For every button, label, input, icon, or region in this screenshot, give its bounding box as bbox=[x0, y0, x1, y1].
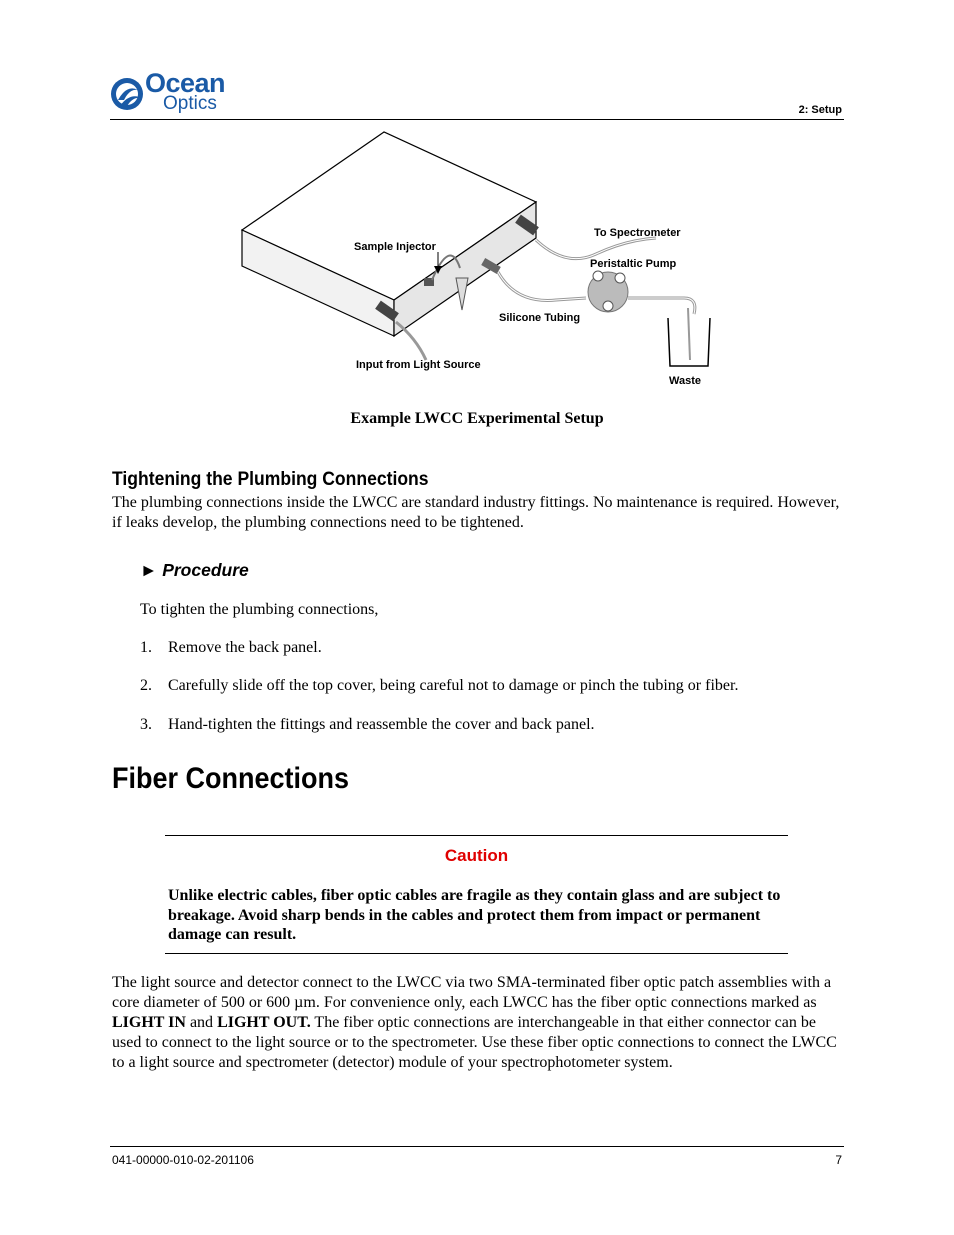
light-in-label: LIGHT IN bbox=[112, 1014, 186, 1031]
caution-bottom-rule bbox=[165, 953, 788, 954]
caution-text: Unlike electric cables, fiber optic cables are fragile as they contain glass and are subject to breakage. Avoid sharp bends in the cables and protect them from impact or permanent damage can result. bbox=[168, 887, 781, 943]
fiber-para-part2: The fiber optic connections are interchangeable in that either connector can be used to connect to the light source or to the spectrometer. Use these fiber optic connections to connect the LWCC to a light source and spectrometer (detector) module of your spectrophotometer system. bbox=[112, 1014, 837, 1071]
section-heading-plumbing: Tightening the Plumbing Connections bbox=[112, 468, 429, 490]
footer-page-number: 7 bbox=[835, 1153, 842, 1167]
plumbing-paragraph: The plumbing connections inside the LWCC are standard industry fittings. No maintenance is required. However, if leaks develop, the plumbing connections need to be tightened. bbox=[112, 494, 840, 531]
lwcc-setup-figure bbox=[236, 128, 718, 396]
label-input-light-source: Input from Light Source bbox=[356, 359, 481, 371]
step-number: 1. bbox=[140, 639, 152, 656]
fiber-paragraph bbox=[112, 973, 847, 1073]
step-text: Hand-tighten the fittings and reassemble the cover and back panel. bbox=[168, 716, 595, 733]
label-peristaltic-pump: Peristaltic Pump bbox=[590, 258, 677, 270]
label-waste: Waste bbox=[669, 375, 701, 387]
logo-line2: Optics bbox=[163, 93, 217, 114]
footer-rule bbox=[110, 1146, 844, 1147]
logo-wordmark bbox=[145, 70, 225, 113]
header-section-label: 2: Setup bbox=[798, 104, 842, 116]
procedure-heading-text: Procedure bbox=[162, 560, 249, 580]
label-to-spectrometer: To Spectrometer bbox=[594, 227, 681, 239]
step-text: Remove the back panel. bbox=[168, 639, 322, 656]
procedure-step bbox=[140, 639, 322, 657]
procedure-heading bbox=[140, 560, 249, 581]
procedure-marker-icon: ► bbox=[140, 560, 158, 580]
fiber-para-part1: The light source and detector connect to the LWCC via two SMA-terminated fiber optic patch assemblies with a core diameter of 500 or 600 µm. For convenience only, each LWCC has the fiber optic connections marked as bbox=[112, 974, 832, 1011]
step-text: Carefully slide off the top cover, being careful not to damage or pinch the tubing or fiber. bbox=[168, 677, 739, 694]
label-sample-injector: Sample Injector bbox=[354, 241, 436, 253]
caution-top-rule bbox=[165, 835, 788, 836]
figure-caption: Example LWCC Experimental Setup bbox=[350, 410, 604, 427]
light-out-label: LIGHT OUT. bbox=[217, 1014, 311, 1031]
logo-line1: Ocean bbox=[145, 68, 226, 98]
step-number: 2. bbox=[140, 677, 152, 694]
procedure-step bbox=[140, 677, 738, 695]
section-heading-fiber: Fiber Connections bbox=[112, 762, 350, 795]
caution-title: Caution bbox=[444, 846, 509, 865]
header-rule bbox=[110, 119, 844, 120]
procedure-step bbox=[140, 716, 595, 734]
footer-doc-number: 041-00000-010-02-201106 bbox=[112, 1153, 254, 1167]
label-silicone-tubing: Silicone Tubing bbox=[499, 312, 581, 324]
fiber-para-and: and bbox=[185, 1014, 218, 1031]
step-number: 3. bbox=[140, 716, 152, 733]
procedure-intro: To tighten the plumbing connections, bbox=[140, 601, 379, 618]
